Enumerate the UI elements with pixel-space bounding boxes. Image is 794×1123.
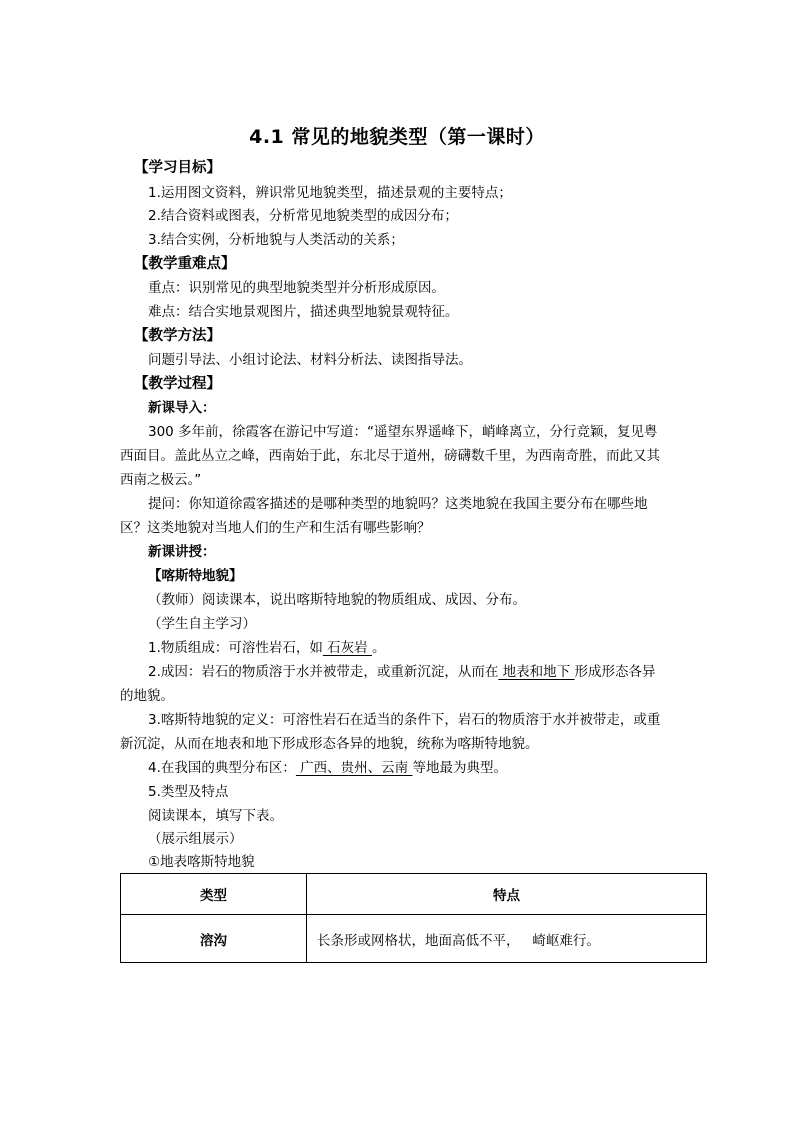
item-distribution-text: 4.在我国的典型分布区：	[148, 760, 296, 776]
method-heading: 【教学方法】	[134, 328, 221, 344]
methods-text: 问题引导法、小组讨论法、材料分析法、读图指导法。	[148, 352, 472, 368]
teacher-line: （教师）阅读课本，说出喀斯特地貌的物质组成、成因、分布。	[148, 592, 526, 608]
table-header-feature: 特点	[307, 874, 707, 915]
intro-line: 西面目。盖此丛立之峰，西南始于此，东北尽于道州，磅礴数千里，为西南奇胜，而此又其	[120, 448, 660, 464]
table-cell-type: 溶沟	[121, 915, 307, 963]
item-distribution-answer: 广西、贵州、云南	[295, 760, 413, 776]
lecture-heading: 新课讲授：	[148, 544, 216, 560]
item-material-end: 。	[371, 640, 386, 656]
item-material-text: 1.物质组成：可溶性岩石，如	[148, 640, 323, 656]
table-row	[121, 915, 707, 963]
karst-heading: 【喀斯特地貌】	[148, 568, 243, 584]
goal-item: 1.运用图文资料，辨识常见地貌类型，描述景观的主要特点；	[148, 185, 512, 201]
student-line: （学生自主学习）	[148, 616, 256, 632]
table-cell-feature: 长条形或网格状，地面高低不平， 崎岖难行。	[307, 915, 707, 963]
intro-line: 西南之极云。”	[120, 472, 202, 488]
surface-karst-line: ①地表喀斯特地貌	[148, 854, 255, 870]
item-definition-cont: 新沉淀，从而在地表和地下形成形态各异的地貌，统称为喀斯特地貌。	[120, 736, 539, 752]
goal-item: 3.结合实例，分析地貌与人类活动的关系；	[148, 232, 404, 248]
item-cause-answer: 地表和地下	[498, 664, 575, 680]
question-line: 提问：你知道徐霞客描述的是哪种类型的地貌吗？这类地貌在我国主要分布在哪些地	[148, 496, 648, 512]
item-types: 5.类型及特点	[148, 784, 229, 800]
item-distribution	[148, 756, 738, 781]
goal-item: 2.结合资料或图表，分析常见地貌类型的成因分布；	[148, 208, 458, 224]
page-title: 4.1 常见的地貌类型（第一课时）	[249, 126, 545, 148]
item-cause	[148, 660, 738, 685]
show-line: （展示组展示）	[148, 831, 243, 847]
item-material	[148, 636, 738, 661]
item-definition: 3.喀斯特地貌的定义：可溶性岩石在适当的条件下，岩石的物质溶于水并被带走，或重	[148, 712, 661, 728]
goals-heading: 【学习目标】	[134, 160, 221, 176]
question-line: 区？这类地貌对当地人们的生产和生活有哪些影响？	[120, 520, 431, 536]
item-distribution-end: 等地最为典型。	[412, 760, 507, 776]
item-cause-text: 2.成因：岩石的物质溶于水并被带走，或重新沉淀，从而在	[148, 664, 499, 680]
intro-line: 300 多年前，徐霞客在游记中写道：“遥望东界遥峰下，峭峰离立，分行竞颖，复见粤	[148, 424, 658, 440]
item-material-answer: 石灰岩	[322, 640, 372, 656]
item-cause-cont: 的地貌。	[120, 688, 174, 704]
table-header-type: 类型	[121, 874, 307, 915]
item-cause-end: 形成形态各异	[574, 664, 656, 680]
intro-heading: 新课导入：	[148, 400, 216, 416]
key-point: 重点：识别常见的典型地貌类型并分析形成原因。	[148, 280, 445, 296]
table-header-row	[121, 874, 707, 915]
key-heading: 【教学重难点】	[134, 256, 236, 272]
read-line: 阅读课本，填写下表。	[148, 808, 283, 824]
karst-table	[120, 873, 707, 963]
difficult-point: 难点：结合实地景观图片，描述典型地貌景观特征。	[148, 304, 459, 320]
process-heading: 【教学过程】	[134, 376, 221, 392]
